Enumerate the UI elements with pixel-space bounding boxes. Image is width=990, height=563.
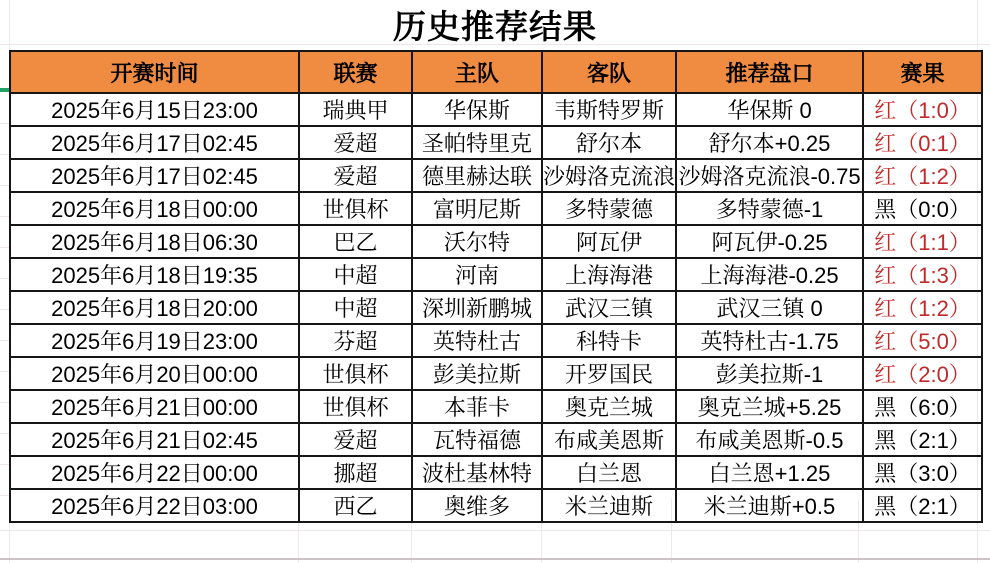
- header-row: [10, 51, 982, 93]
- cell-time[interactable]: 2025年6月15日23:00: [10, 93, 299, 126]
- cell-time[interactable]: 2025年6月22日00:00: [10, 456, 299, 489]
- cell-away[interactable]: 舒尔本: [542, 126, 676, 159]
- header-cell-result[interactable]: 赛果: [863, 51, 982, 93]
- header-cell-league[interactable]: 联赛: [299, 51, 412, 93]
- cell-handicap[interactable]: 米兰迪斯+0.5: [676, 489, 863, 522]
- cell-result[interactable]: 红（1:1）: [863, 225, 982, 258]
- cell-league[interactable]: 世俱杯: [299, 192, 412, 225]
- row-gutter: [0, 93, 9, 497]
- cell-result[interactable]: 红（2:0）: [863, 357, 982, 390]
- table-row: [10, 456, 982, 489]
- cell-handicap[interactable]: 彭美拉斯-1: [676, 357, 863, 390]
- table-row: [10, 357, 982, 390]
- cell-handicap[interactable]: 多特蒙德-1: [676, 192, 863, 225]
- cell-time[interactable]: 2025年6月18日06:30: [10, 225, 299, 258]
- cell-handicap[interactable]: 武汉三镇 0: [676, 291, 863, 324]
- cell-away[interactable]: 阿瓦伊: [542, 225, 676, 258]
- cell-time[interactable]: 2025年6月21日00:00: [10, 390, 299, 423]
- cell-time[interactable]: 2025年6月17日02:45: [10, 159, 299, 192]
- cell-time[interactable]: 2025年6月20日00:00: [10, 357, 299, 390]
- header-cell-handicap[interactable]: 推荐盘口: [676, 51, 863, 93]
- cell-handicap[interactable]: 舒尔本+0.25: [676, 126, 863, 159]
- cell-home[interactable]: 瓦特福德: [412, 423, 542, 456]
- cell-result[interactable]: 红（1:2）: [863, 291, 982, 324]
- cell-result[interactable]: 红（1:2）: [863, 159, 982, 192]
- table-row: [10, 225, 982, 258]
- cell-away[interactable]: 米兰迪斯: [542, 489, 676, 522]
- cell-home[interactable]: 河南: [412, 258, 542, 291]
- cell-away[interactable]: 布咸美恩斯: [542, 423, 676, 456]
- results-table: [9, 50, 983, 523]
- cell-home[interactable]: 奥维多: [412, 489, 542, 522]
- cell-handicap[interactable]: 布咸美恩斯-0.5: [676, 423, 863, 456]
- cell-time[interactable]: 2025年6月18日19:35: [10, 258, 299, 291]
- cell-time[interactable]: 2025年6月21日02:45: [10, 423, 299, 456]
- cell-result[interactable]: 红（1:0）: [863, 93, 982, 126]
- cell-league[interactable]: 爱超: [299, 423, 412, 456]
- cell-league[interactable]: 爱超: [299, 159, 412, 192]
- cell-away[interactable]: 武汉三镇: [542, 291, 676, 324]
- cell-handicap[interactable]: 英特杜古-1.75: [676, 324, 863, 357]
- table-row: [10, 93, 982, 126]
- header-cell-time[interactable]: 开赛时间: [10, 51, 299, 93]
- cell-result[interactable]: 黑（6:0）: [863, 390, 982, 423]
- table-row: [10, 192, 982, 225]
- cell-league[interactable]: 巴乙: [299, 225, 412, 258]
- cell-time[interactable]: 2025年6月17日02:45: [10, 126, 299, 159]
- cell-handicap[interactable]: 上海海港-0.25: [676, 258, 863, 291]
- cell-handicap[interactable]: 华保斯 0: [676, 93, 863, 126]
- cell-league[interactable]: 中超: [299, 291, 412, 324]
- table-header: [10, 51, 982, 93]
- table-row: [10, 159, 982, 192]
- gridline-horizontal-dark: [0, 558, 990, 560]
- page-title: 历史推荐结果: [393, 8, 597, 45]
- cell-league[interactable]: 中超: [299, 258, 412, 291]
- cell-home[interactable]: 圣帕特里克: [412, 126, 542, 159]
- gridline-horizontal: [0, 530, 990, 531]
- cell-result[interactable]: 红（1:3）: [863, 258, 982, 291]
- cell-handicap[interactable]: 阿瓦伊-0.25: [676, 225, 863, 258]
- cell-time[interactable]: 2025年6月22日03:00: [10, 489, 299, 522]
- cell-home[interactable]: 本菲卡: [412, 390, 542, 423]
- cell-home[interactable]: 华保斯: [412, 93, 542, 126]
- cell-league[interactable]: 瑞典甲: [299, 93, 412, 126]
- table-row: [10, 489, 982, 522]
- cell-away[interactable]: 开罗国民: [542, 357, 676, 390]
- table-row: [10, 423, 982, 456]
- cell-handicap[interactable]: 白兰恩+1.25: [676, 456, 863, 489]
- cell-result[interactable]: 黑（2:1）: [863, 489, 982, 522]
- header-cell-home[interactable]: 主队: [412, 51, 542, 93]
- cell-time[interactable]: 2025年6月19日23:00: [10, 324, 299, 357]
- cell-league[interactable]: 世俱杯: [299, 357, 412, 390]
- cell-home[interactable]: 英特杜古: [412, 324, 542, 357]
- table-row: [10, 126, 982, 159]
- cell-league[interactable]: 爱超: [299, 126, 412, 159]
- cell-home[interactable]: 深圳新鹏城: [412, 291, 542, 324]
- cell-handicap[interactable]: 沙姆洛克流浪-0.75: [676, 159, 863, 192]
- cell-handicap[interactable]: 奥克兰城+5.25: [676, 390, 863, 423]
- cell-away[interactable]: 上海海港: [542, 258, 676, 291]
- cell-away[interactable]: 多特蒙德: [542, 192, 676, 225]
- cell-league[interactable]: 芬超: [299, 324, 412, 357]
- cell-home[interactable]: 沃尔特: [412, 225, 542, 258]
- cell-league[interactable]: 西乙: [299, 489, 412, 522]
- cell-result[interactable]: 红（0:1）: [863, 126, 982, 159]
- cell-result[interactable]: 黑（3:0）: [863, 456, 982, 489]
- cell-result[interactable]: 黑（0:0）: [863, 192, 982, 225]
- cell-time[interactable]: 2025年6月18日00:00: [10, 192, 299, 225]
- cell-home[interactable]: 德里赫达联: [412, 159, 542, 192]
- table-row: [10, 258, 982, 291]
- table-body: [10, 93, 982, 522]
- cell-away[interactable]: 沙姆洛克流浪: [542, 159, 676, 192]
- cell-league[interactable]: 挪超: [299, 456, 412, 489]
- cell-away[interactable]: 韦斯特罗斯: [542, 93, 676, 126]
- cell-away[interactable]: 奥克兰城: [542, 390, 676, 423]
- cell-league[interactable]: 世俱杯: [299, 390, 412, 423]
- table-row: [10, 390, 982, 423]
- cell-result[interactable]: 红（5:0）: [863, 324, 982, 357]
- cell-home[interactable]: 彭美拉斯: [412, 357, 542, 390]
- cell-home[interactable]: 波杜基林特: [412, 456, 542, 489]
- header-cell-away[interactable]: 客队: [542, 51, 676, 93]
- cell-time[interactable]: 2025年6月18日20:00: [10, 291, 299, 324]
- cell-away[interactable]: 科特卡: [542, 324, 676, 357]
- table-row: [10, 324, 982, 357]
- cell-away[interactable]: 白兰恩: [542, 456, 676, 489]
- cell-result[interactable]: 黑（2:1）: [863, 423, 982, 456]
- cell-home[interactable]: 富明尼斯: [412, 192, 542, 225]
- table-row: [10, 291, 982, 324]
